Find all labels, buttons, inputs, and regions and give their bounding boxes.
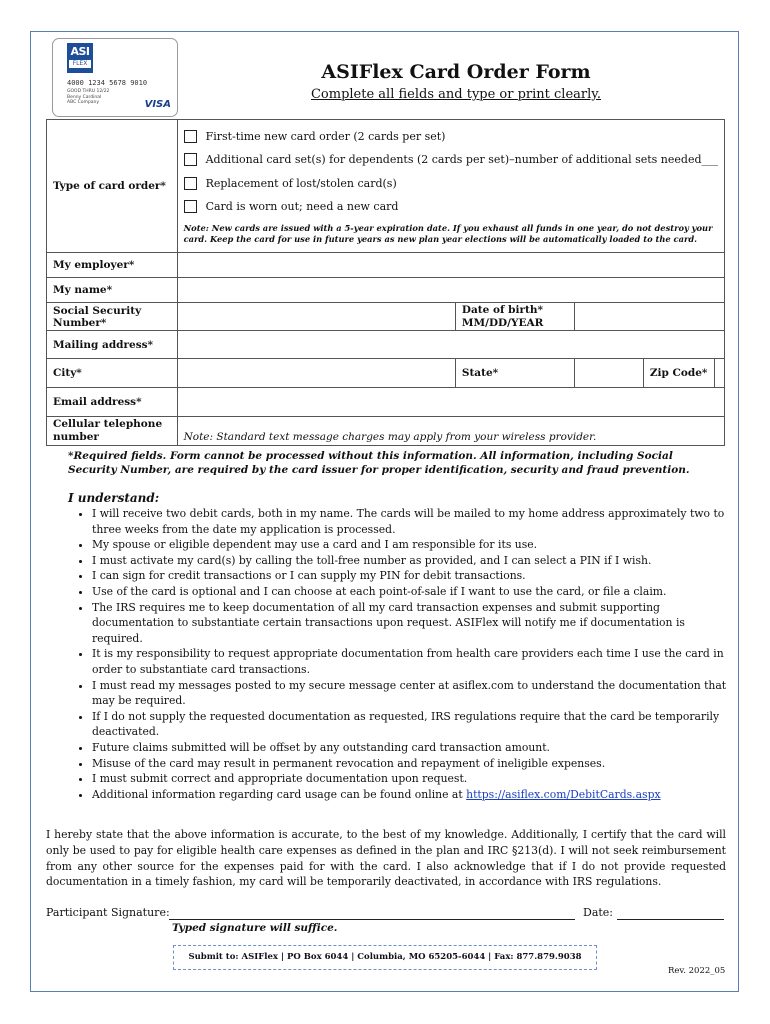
understanding-list xyxy=(68,506,732,802)
understand-heading: I understand: xyxy=(68,491,160,505)
name-label: My name* xyxy=(47,278,178,303)
name-field[interactable] xyxy=(177,278,724,303)
option-additional-sets[interactable] xyxy=(184,148,718,172)
card-number: 4000 1234 5678 9010 xyxy=(67,79,148,87)
list-item: • I must activate my card(s) by calling the toll-free number as provided, and I can select a PIN if I wish. xyxy=(92,553,732,569)
expiration-note: Note: New cards are issued with a 5-year expiration date. If you exhaust all funds in one year, do not destroy your card. Keep the card for use in future years as new plan year elections will be automatically loaded to the card. xyxy=(183,222,713,244)
revision-label: Rev. 2022_05 xyxy=(668,966,726,976)
option-label: Card is worn out; need a new card xyxy=(205,200,399,214)
typed-signature-note: Typed signature will suffice. xyxy=(172,922,338,934)
list-item: • Use of the card is optional and I can choose at each point-of-sale if I want to use the card, or file a claim. xyxy=(92,584,732,600)
cell-phone-field[interactable] xyxy=(177,417,724,446)
asiflex-logo xyxy=(67,43,93,73)
list-item: • I will receive two debit cards, both in my name. The cards will be mailed to my home address approximately two to three weeks from the date my application is processed. xyxy=(92,506,732,537)
list-item: • If I do not supply the requested documentation as requested, IRS regulations require that the card be temporarily deactivated. xyxy=(92,709,732,740)
required-fields-note: *Required fields. Form cannot be processed without this information. All information, including Social Security Number, are required by the card issuer for proper identification, security and fraud prevention. xyxy=(68,450,690,476)
debit-card-image xyxy=(52,38,178,117)
email-field[interactable] xyxy=(177,388,724,417)
option-label: Replacement of lost/stolen card(s) xyxy=(205,176,397,190)
list-item: • It is my responsibility to request appropriate documentation from health care providers each time I use the card in order to substantiate card transactions. xyxy=(92,646,732,677)
debit-cards-link[interactable]: https://asiflex.com/DebitCards.aspx xyxy=(466,787,661,801)
employer-label: My employer* xyxy=(47,253,178,278)
logo-bottom-text: FLEX xyxy=(69,60,91,68)
form-title: ASIFlex Card Order Form xyxy=(321,61,591,83)
list-item: • Future claims submitted will be offset by any outstanding card transaction amount. xyxy=(92,740,732,756)
state-field[interactable] xyxy=(574,359,643,388)
option-first-time[interactable] xyxy=(184,125,718,149)
state-label: State* xyxy=(455,359,574,388)
logo-top-text: ASI xyxy=(70,45,90,58)
ssn-field[interactable] xyxy=(177,303,455,331)
list-item: • Misuse of the card may result in permanent revocation and repayment of ineligible expenses. xyxy=(92,756,732,772)
card-detail-line: GOOD THRU 12/22 xyxy=(67,89,110,94)
checkbox[interactable] xyxy=(184,130,197,143)
zip-code-label: Zip Code* xyxy=(644,359,715,387)
dob-label-text: Date of birth* xyxy=(461,303,543,316)
list-item xyxy=(92,787,732,803)
cell-phone-label: Cellular telephone number xyxy=(47,417,178,446)
city-label: City* xyxy=(47,359,178,388)
city-field[interactable] xyxy=(177,359,455,388)
form-subtitle: Complete all fields and type or print clearly. xyxy=(310,87,602,102)
order-type-options xyxy=(177,120,724,253)
checkbox[interactable] xyxy=(184,177,197,190)
list-item: • My spouse or eligible dependent may use a card and I am responsible for its use. xyxy=(92,537,732,553)
option-replacement[interactable] xyxy=(184,172,718,196)
ssn-label: Social Security Number* xyxy=(47,303,178,331)
card-detail-line: Benny Cardinal xyxy=(67,94,102,100)
cell-phone-note: Note: Standard text message charges may apply from your wireless provider. xyxy=(183,431,597,443)
option-label: First-time new card order (2 cards per set) xyxy=(205,129,446,143)
list-item: • I must submit correct and appropriate documentation upon request. xyxy=(92,771,732,787)
email-label: Email address* xyxy=(47,388,178,417)
list-item: • I can sign for credit transactions or I can supply my PIN for debit transactions. xyxy=(92,568,732,584)
list-item: • I must read my messages posted to my secure message center at asiflex.com to understand the documentation that may be required. xyxy=(92,678,732,709)
dob-field[interactable] xyxy=(574,303,724,331)
zip-code-field[interactable] xyxy=(715,359,724,387)
option-label: Additional card set(s) for dependents (2 cards per set)–number of additional sets needed___ xyxy=(205,153,718,167)
card-detail-line: ABC Company xyxy=(67,100,100,105)
date-field[interactable] xyxy=(617,919,724,920)
visa-logo: VISA xyxy=(144,99,171,110)
card-details xyxy=(67,89,109,106)
submit-to-box: Submit to: ASIFlex | PO Box 6044 | Columbia, MO 65205-6044 | Fax: 877.879.9038 xyxy=(173,945,597,970)
signature-label: Participant Signature: xyxy=(46,906,170,919)
list-item: • The IRS requires me to keep documentation of all my card transaction expenses and submit supporting documentation to substantiate certain transactions upon request. ASIFlex will notify me if documentation is required. xyxy=(92,600,732,647)
list-item-text: Additional information regarding card usage can be found online at xyxy=(92,787,467,801)
dob-format: MM/DD/YEAR xyxy=(461,316,544,329)
mailing-address-label: Mailing address* xyxy=(47,331,178,359)
checkbox[interactable] xyxy=(184,200,197,213)
checkbox[interactable] xyxy=(184,153,197,166)
option-worn-out[interactable] xyxy=(184,195,718,219)
certification-statement: I hereby state that the above information is accurate, to the best of my knowledge. Additionally, I certify that the card will only be used to pay for eligible health care expenses as defined in the plan and IRC §213(d). I will not seek reimbursement from any other source for the expenses paid for with the card. I also acknowledge that if I do not provide requested documentation in a timely fashion, my card will be temporarily deactivated, in accordance with IRS regulations. xyxy=(46,828,726,889)
dob-label xyxy=(455,303,574,331)
type-of-order-label: Type of card order* xyxy=(47,120,178,253)
date-label: Date: xyxy=(583,906,614,919)
mailing-address-field[interactable] xyxy=(177,331,724,359)
zip-code-cell xyxy=(643,359,724,388)
order-form-table xyxy=(46,119,725,446)
employer-field[interactable] xyxy=(177,253,724,278)
signature-field[interactable] xyxy=(169,919,575,920)
